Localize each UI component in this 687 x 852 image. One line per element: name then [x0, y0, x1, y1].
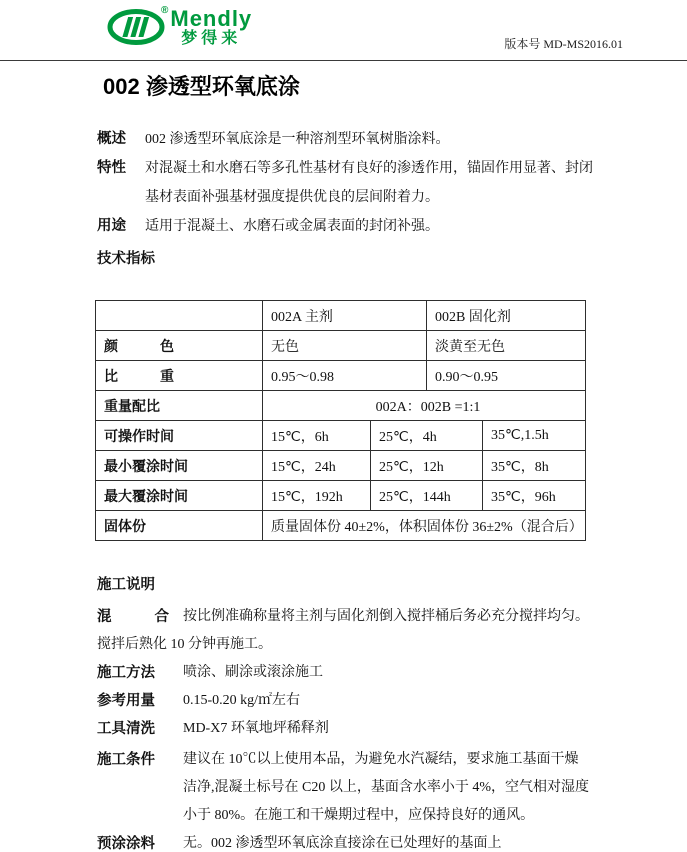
component-b-header: 002B 固化剂: [427, 301, 586, 331]
registered-trademark-icon: ®: [161, 5, 169, 16]
overview-row: [97, 125, 632, 154]
solids-value: 质量固体份 40±2%，体积固体份 36±2%（混合后）: [263, 511, 586, 541]
features-row: [97, 154, 632, 212]
cleaning-text: MD-X7 环氧地坪稀释剂: [183, 721, 329, 736]
version-number: 版本号 MD-MS2016.01: [504, 37, 623, 51]
dosage-text: 0.15-0.20 kg/㎡左右: [183, 693, 301, 708]
precoat-text: 无。002 渗透型环氧底涂直接涂在已处理好的基面上: [183, 836, 502, 851]
application-heading: 施工说明: [97, 577, 155, 593]
pot-life-row: [96, 421, 586, 451]
brand-name-cn: 梦得来: [181, 30, 242, 47]
method-text: 喷涂、刷涂或滚涂施工: [183, 665, 323, 680]
max-recoat-label: 最大覆涂时间: [96, 481, 263, 511]
page-title: 002 渗透型环氧底涂: [103, 74, 300, 99]
application-section: [97, 571, 687, 852]
dosage-row: [97, 687, 687, 715]
spec-empty-header-cell: [96, 301, 263, 331]
solids-label: 固体份: [96, 511, 263, 541]
conditions-row: [97, 746, 687, 774]
method-label: 施工方法: [97, 665, 155, 681]
mixing-label: 混合: [97, 609, 169, 625]
max-recoat-25c: 25℃，144h: [371, 481, 483, 511]
conditions-line2: 洁净,混凝土标号在 C20 以上，基面含水率小于 4%，空气相对湿度: [183, 780, 589, 795]
features-text: [145, 154, 593, 212]
brand-wordmark: [170, 6, 253, 48]
features-label: 特性: [97, 160, 126, 176]
overview-label: 概述: [97, 131, 126, 147]
mixing-row: [97, 603, 687, 631]
pot-life-15c: 15℃，6h: [263, 421, 371, 451]
spec-table: [95, 300, 586, 541]
overview-text: 002 渗透型环氧底涂是一种溶剂型环氧树脂涂料。: [145, 132, 450, 147]
precoat-label: 预涂涂料: [97, 836, 155, 852]
dosage-label: 参考用量: [97, 693, 155, 709]
max-recoat-row: [96, 481, 586, 511]
component-a-header: 002A 主剂: [263, 301, 427, 331]
usage-text: 适用于混凝土、水磨石或金属表面的封闭补强。: [145, 219, 439, 234]
color-label: [96, 331, 263, 361]
pot-life-35c: 35℃,1.5h: [483, 421, 586, 451]
usage-label: 用途: [97, 218, 126, 234]
features-line2: 基材表面补强基材强度提供优良的层间附着力。: [145, 190, 439, 205]
gravity-label: [96, 361, 263, 391]
mixing-continuation: 搅拌后熟化 10 分钟再施工。: [97, 637, 272, 652]
pot-life-label: 可操作时间: [96, 421, 263, 451]
mix-ratio-row: [96, 391, 586, 421]
min-recoat-25c: 25℃，12h: [371, 451, 483, 481]
features-line1: 对混凝土和水磨石等多孔性基材有良好的渗透作用，锚固作用显著、封闭: [145, 161, 593, 176]
tech-specs-heading: 技术指标: [97, 251, 155, 267]
brand-logo: [107, 7, 252, 48]
color-label-text: 颜色: [104, 337, 174, 354]
cleaning-row: [97, 715, 687, 743]
ratio-value: 002A：002B =1:1: [263, 391, 586, 421]
conditions-line1: 建议在 10℃以上使用本品，为避免水汽凝结，要求施工基面干燥: [183, 752, 579, 767]
conditions-label: 施工条件: [97, 752, 155, 768]
cleaning-label: 工具清洗: [97, 721, 155, 737]
brand-logo-icon: [107, 7, 167, 47]
min-recoat-35c: 35℃，8h: [483, 451, 586, 481]
ratio-label: 重量配比: [96, 391, 263, 421]
intro-section: [97, 125, 632, 241]
table-header-row: [96, 301, 586, 331]
solids-row: [96, 511, 586, 541]
max-recoat-15c: 15℃，192h: [263, 481, 371, 511]
mixing-text: 按比例准确称量将主剂与固化剂倒入搅拌桶后务必充分搅拌均匀。: [183, 609, 589, 624]
gravity-value-b: 0.90～0.95: [427, 361, 586, 391]
min-recoat-row: [96, 451, 586, 481]
min-recoat-15c: 15℃，24h: [263, 451, 371, 481]
color-value-a: 无色: [263, 331, 427, 361]
specific-gravity-row: [96, 361, 586, 391]
usage-row: [97, 212, 632, 241]
pot-life-25c: 25℃，4h: [371, 421, 483, 451]
method-row: [97, 659, 687, 687]
gravity-value-a: 0.95～0.98: [263, 361, 427, 391]
conditions-line3: 小于 80%。在施工和干燥期过程中，应保持良好的通风。: [183, 808, 535, 823]
gravity-label-text: 比重: [104, 367, 174, 384]
color-value-b: 淡黄至无色: [427, 331, 586, 361]
page-header: [0, 0, 687, 61]
brand-name-en: Mendly: [170, 6, 253, 31]
precoat-row: [97, 830, 687, 852]
min-recoat-label: 最小覆涂时间: [96, 451, 263, 481]
color-row: [96, 331, 586, 361]
max-recoat-35c: 35℃，96h: [483, 481, 586, 511]
